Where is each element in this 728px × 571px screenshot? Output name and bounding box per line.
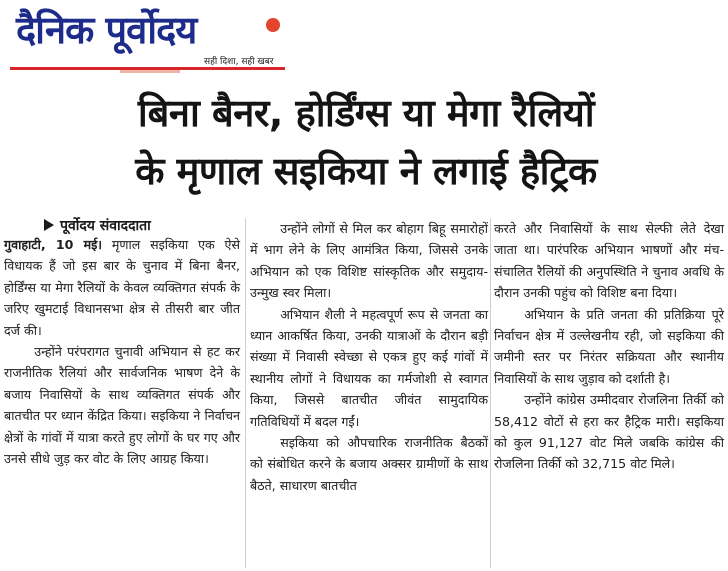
column-divider	[490, 218, 491, 568]
article-column-3	[494, 218, 724, 475]
column-divider	[245, 218, 246, 568]
paragraph: सइकिया को औपचारिक राजनीतिक बैठकों को संबोधित करने के बजाय अक्सर ग्रामीणों के साथ बैठते, साधारण बातचीत	[250, 435, 488, 493]
article-column-1	[4, 234, 240, 469]
byline	[44, 216, 151, 235]
masthead-subrule	[120, 70, 180, 73]
paragraph: अभियान शैली ने महत्वपूर्ण रूप से जनता का ध्यान आकर्षित किया, उनकी यात्राओं के दौरान बड़ी संख्या में निवासी स्वेच्छा से एकत्र हुए कई गांवों में स्थानीय लोगों ने विधायक का गर्मजोशी से स्वागत किया, जिससे बातचीत जीवंत सामुदायिक गतिविधियों में बदल गईं।	[250, 306, 488, 429]
dateline: गुवाहाटी, 10 मई।	[4, 237, 103, 252]
paragraph: अभियान के प्रति जनता की प्रतिक्रिया पूरे निर्वाचन क्षेत्र में उल्लेखनीय रही, जो सइकिया की जमीनी स्तर पर निरंतर सक्रियता और स्थानीय निवासियों के साथ जुड़ाव को दर्शाती है।	[494, 306, 724, 386]
logo-sun-icon	[266, 18, 280, 32]
paragraph	[4, 234, 240, 341]
byline-text: पूर्वोदय संवाददाता	[60, 218, 151, 234]
byline-triangle-icon	[44, 219, 54, 231]
paragraph: उन्होंने कांग्रेस उम्मीदवार रोजलिना तिर्की को 58,412 वोटों से हरा कर हैट्रिक मारी। सइकिया को कुल 91,127 वोट मिले जबकि कांग्रेस की रोजलिना तिर्की को 32,715 वोट मिले।	[494, 392, 724, 472]
paragraph-text: मृणाल सइकिया एक ऐसे विधायक हैं जो इस बार के चुनाव में बिना बैनर, होर्डिंग्स या मेगा रैलियों के केवल व्यक्तिगत संपर्क के जरिए खुमटाई विधानसभा क्षेत्र से तीसरी बार जीत दर्ज की।	[4, 237, 240, 338]
paragraph: उन्होंने परंपरागत चुनावी अभियान से हट कर राजनीतिक रैलियां और सार्वजनिक भाषण देने के बजाय निवासियों के साथ व्यक्तिगत संपर्क और बातचीत पर ध्यान केंद्रित किया। सइकिया ने निर्वाचन क्षेत्रों के गांवों में यात्रा करते हुए लोगों के घर गए और उनसे सीधे जुड़ कर वोट के लिए आग्रह किया।	[4, 344, 240, 467]
newspaper-logo: दैनिक पूर्वोदय	[16, 8, 197, 52]
headline-line-2: के मृणाल सइकिया ने लगाई हैट्रिक	[135, 149, 597, 193]
article-headline	[16, 84, 716, 200]
headline-line-1: बिना बैनर, होर्डिंग्स या मेगा रैलियों	[137, 91, 595, 135]
article-column-2	[250, 218, 488, 496]
newspaper-tagline: सही दिशा, सही खबर	[204, 57, 274, 67]
masthead	[8, 6, 280, 70]
paragraph: करते और निवासियों के साथ सेल्फी लेते देखा जाता था। पारंपरिक अभियान भाषणों और मंच-संचालित रैलियों की अनुपस्थिति ने चुनाव अवधि के दौरान उनकी पहुंच को विशिष्ट बना दिया।	[494, 221, 724, 301]
paragraph: उन्होंने लोगों से मिल कर बोहाग बिहू समारोहों में भाग लेने के लिए आमंत्रित किया, जिससे उनके अभियान को एक विशिष्ट सांस्कृतिक और समुदाय-उन्मुख स्वर मिला।	[250, 221, 488, 301]
